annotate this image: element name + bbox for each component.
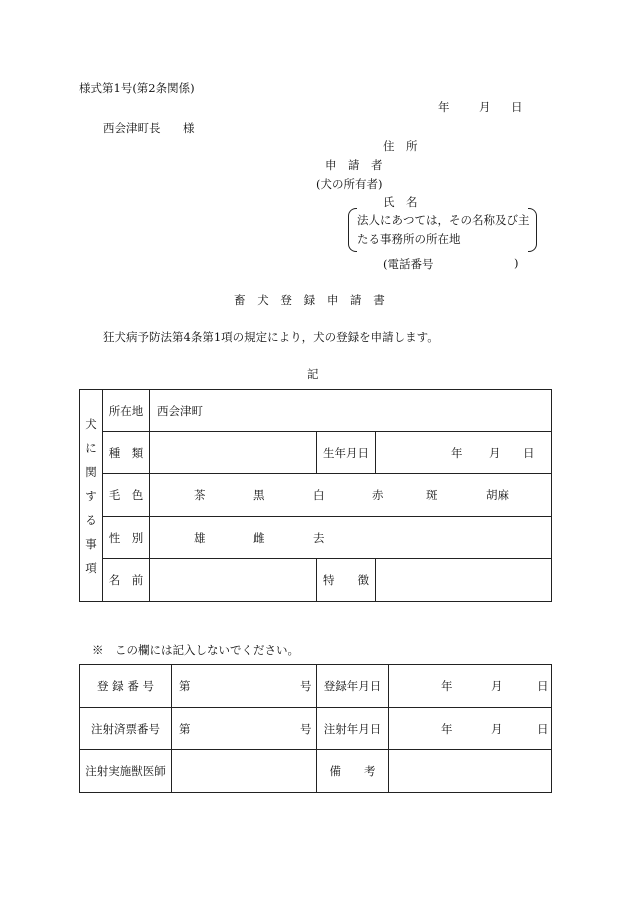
honorific: 様 bbox=[183, 121, 195, 135]
location-value[interactable]: 西会津町 bbox=[150, 390, 552, 432]
page-title: 畜 犬 登 録 申 請 書 bbox=[234, 293, 389, 307]
reg-no-label: 登 録 番 号 bbox=[80, 665, 172, 708]
body-text: 狂犬病予防法第4条第1項の規定により，犬の登録を申請します。 bbox=[103, 330, 439, 344]
sex-option[interactable]: 去 bbox=[313, 530, 325, 545]
sex-option[interactable]: 雌 bbox=[253, 530, 265, 545]
sex-option[interactable]: 雄 bbox=[194, 530, 206, 545]
owner-note: (犬の所有者) bbox=[316, 177, 383, 191]
office-table bbox=[79, 664, 552, 793]
color-options[interactable] bbox=[150, 474, 552, 517]
corp-note-line1: 法人にあつては，その名称及び主 bbox=[357, 213, 530, 227]
location-label: 所在地 bbox=[103, 390, 150, 432]
date-year: 年 bbox=[438, 100, 450, 114]
remarks-label: 備 考 bbox=[317, 750, 389, 793]
side-label: 犬 に 関 す る 事 項 bbox=[80, 390, 103, 602]
remarks-field[interactable] bbox=[389, 750, 552, 793]
sex-options[interactable] bbox=[150, 517, 552, 559]
inj-no-label: 注射済票番号 bbox=[80, 708, 172, 750]
color-option[interactable]: 白 bbox=[313, 488, 325, 502]
vet-label: 注射実施獣医師 bbox=[80, 750, 172, 793]
birth-label: 生年月日 bbox=[317, 432, 376, 474]
applicant-label: 申 請 者 bbox=[325, 158, 383, 172]
color-option[interactable]: 胡麻 bbox=[486, 488, 509, 502]
date-day: 日 bbox=[511, 100, 523, 114]
color-option[interactable]: 茶 bbox=[194, 488, 206, 502]
birth-date-field[interactable]: 年 月 日 bbox=[376, 432, 552, 474]
ki-label: 記 bbox=[307, 367, 319, 381]
vet-field[interactable] bbox=[172, 750, 317, 793]
form-number: 様式第1号(第2条関係) bbox=[79, 81, 195, 95]
addressee: 西会津町長 bbox=[103, 121, 161, 135]
reg-date-field[interactable]: 年 月 日 bbox=[389, 665, 552, 708]
date-month: 月 bbox=[479, 100, 491, 114]
color-option[interactable]: 赤 bbox=[372, 488, 384, 502]
dog-name-label: 名 前 bbox=[103, 559, 150, 602]
phone-open: (電話番号 bbox=[383, 257, 434, 271]
reg-date-label: 登録年月日 bbox=[317, 665, 389, 708]
left-brace bbox=[348, 208, 357, 252]
feature-label: 特 徴 bbox=[317, 559, 376, 602]
office-note: ※ この欄には記入しないでください。 bbox=[92, 643, 299, 657]
name-label: 氏 名 bbox=[383, 195, 418, 209]
inj-no-field[interactable]: 第 号 bbox=[172, 708, 317, 750]
sex-label: 性 別 bbox=[103, 517, 150, 559]
breed-field[interactable] bbox=[150, 432, 317, 474]
color-option[interactable]: 斑 bbox=[426, 488, 438, 502]
address-label: 住 所 bbox=[383, 139, 418, 153]
corp-note-line2: たる事務所の所在地 bbox=[357, 232, 461, 246]
color-option[interactable]: 黒 bbox=[253, 488, 265, 502]
color-label: 毛 色 bbox=[103, 474, 150, 517]
breed-label: 種 類 bbox=[103, 432, 150, 474]
inj-date-field[interactable]: 年 月 日 bbox=[389, 708, 552, 750]
phone-close: ) bbox=[514, 256, 519, 270]
dog-name-field[interactable] bbox=[150, 559, 317, 602]
reg-no-field[interactable]: 第 号 bbox=[172, 665, 317, 708]
inj-date-label: 注射年月日 bbox=[317, 708, 389, 750]
dog-info-table bbox=[79, 389, 552, 602]
feature-field[interactable] bbox=[376, 559, 552, 602]
